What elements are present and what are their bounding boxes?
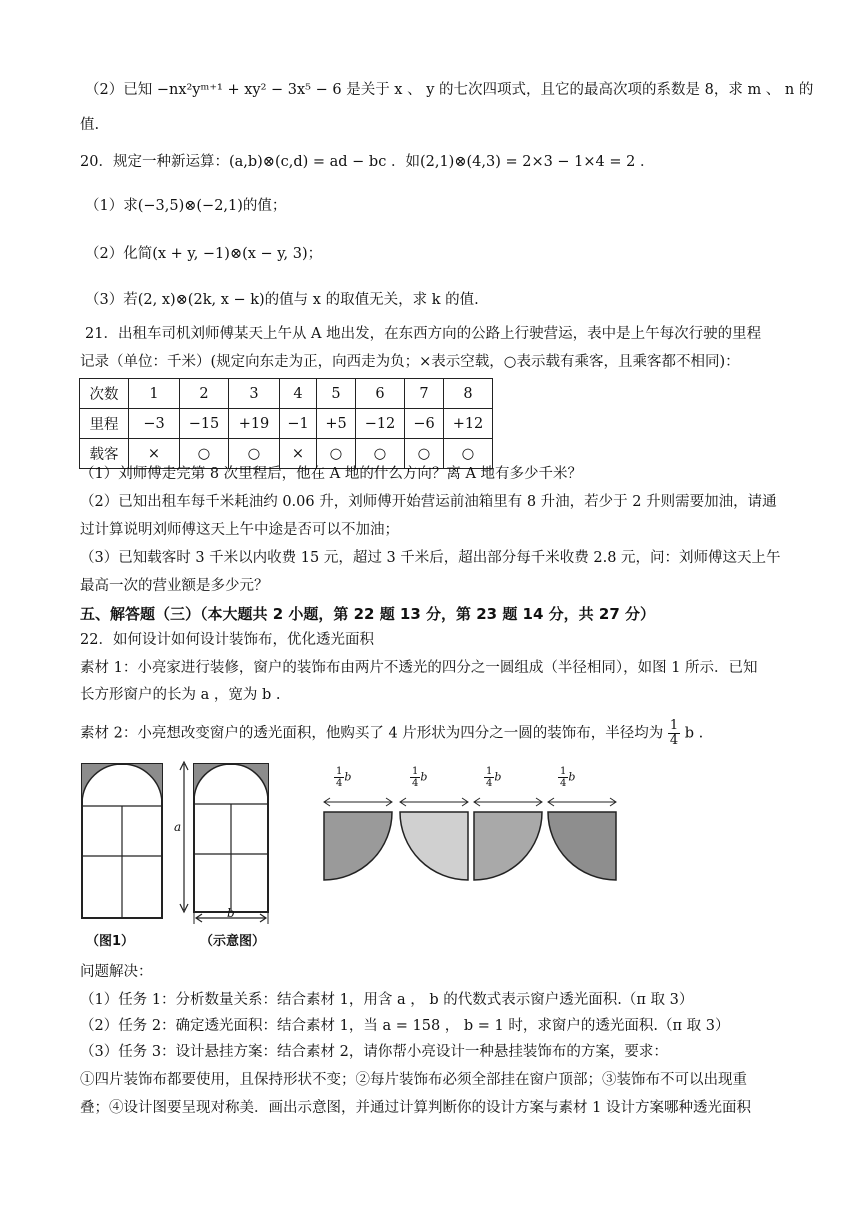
table-cell: ○ [405, 439, 444, 469]
fraction-denominator: 4 [560, 778, 567, 789]
figure1-window [80, 762, 164, 922]
fraction-numerator: 1 [669, 718, 679, 733]
mileage-table [79, 378, 493, 469]
table-cell: 次数 [80, 379, 129, 409]
q21-part2-line2: 过计算说明刘师傅这天上午中途是否可以不加油； [80, 522, 399, 538]
task3-line2: ①四片装饰布都要使用，且保持形状不变；②每片装饰布必须全部挂在窗户顶部；③装饰布不可以出现重 [80, 1072, 747, 1088]
task3-line1: （3）任务 3：设计悬挂方案：结合素材 2，请你帮小亮设计一种悬挂装饰布的方案，要求： [80, 1044, 668, 1060]
quarter-circle-fill [324, 812, 392, 880]
fraction-numerator: 1 [412, 766, 419, 777]
quarter-circle-piece [320, 766, 400, 886]
q21-stem-line1: 21．出租车司机刘师傅某天上午从 A 地出发，在东西方向的公路上行驶营运，表中是上午每次行驶的里程 [85, 326, 762, 342]
radius-arrow [400, 798, 468, 806]
table-cell: +19 [229, 409, 280, 439]
section-5-heading: 五、解答题（三）（本大题共 2 小题，第 22 题 13 分，第 23 题 14 分，共 27 分） [80, 605, 655, 623]
fraction-denominator: 4 [412, 778, 419, 789]
material2-tail: b . [684, 725, 704, 742]
table-row-header [80, 379, 493, 409]
fraction-denominator: 4 [336, 778, 343, 789]
q20-part1: （1）求(−3,5)⊗(−2,1)的值； [85, 198, 287, 214]
q20-part3: （3）若(2, x)⊗(2k, x − k)的值与 x 的取值无关，求 k 的值. [85, 292, 479, 308]
table-cell: × [280, 439, 317, 469]
quarter-circle-fill [474, 812, 542, 880]
table-cell: −1 [280, 409, 317, 439]
length-label-a: a [174, 820, 182, 834]
schematic-caption: （示意图） [200, 934, 266, 949]
radius-arrow [324, 798, 392, 806]
radius-arrow [548, 798, 616, 806]
table-cell: 6 [356, 379, 405, 409]
fraction-numerator: 1 [486, 766, 493, 777]
fraction-numerator: 1 [336, 766, 343, 777]
solve-heading: 问题解决： [80, 964, 153, 980]
quarter-radius-label [484, 766, 501, 789]
table-cell: ○ [229, 439, 280, 469]
radius-b-label: b [568, 770, 576, 784]
material2-text: 素材 2：小亮想改变窗户的透光面积，他购买了 4 片形状为四分之一圆的装饰布，半径均为 [80, 725, 664, 742]
quarter-radius-label [334, 766, 351, 789]
quarter-circle-shape [320, 790, 400, 890]
table-cell: −12 [356, 409, 405, 439]
table-cell: +12 [444, 409, 493, 439]
q22-title: 22．如何设计如何设计装饰布，优化透光面积 [80, 632, 374, 648]
table-cell: 载客 [80, 439, 129, 469]
material1-line2: 长方形窗户的长为 a ，宽为 b . [80, 687, 281, 703]
table-cell: −3 [129, 409, 180, 439]
task2: （2）任务 2：确定透光面积：结合素材 1，当 a = 158 ， b = 1 时，求窗户的透光面积.（π 取 3） [80, 1018, 730, 1034]
table-cell: 7 [405, 379, 444, 409]
fraction-denominator: 4 [669, 733, 679, 748]
table-cell: −15 [180, 409, 229, 439]
table-cell: 8 [444, 379, 493, 409]
q21-stem-line2: 记录（单位：千米）(规定向东走为正，向西走为负；×表示空载，○表示载有乘客，且乘客都不相同)： [80, 354, 740, 370]
quarter-circle-shape [470, 790, 550, 890]
table-row-mileage [80, 409, 493, 439]
table-cell: ○ [180, 439, 229, 469]
figure1-caption: （图1） [86, 934, 135, 949]
fraction-one-quarter [484, 766, 494, 789]
table-cell: × [129, 439, 180, 469]
fraction-one-quarter [334, 766, 344, 789]
quarter-circle-fill [400, 812, 468, 880]
table-cell: ○ [317, 439, 356, 469]
q21-part3-line2: 最高一次的营业额是多少元？ [80, 578, 269, 594]
fraction-one-quarter [668, 719, 680, 748]
q20-part2: （2）化简(x + y, −1)⊗(x − y, 3)； [85, 246, 323, 262]
table-cell: 4 [280, 379, 317, 409]
quarter-circle-shape [544, 790, 624, 890]
table-cell: 里程 [80, 409, 129, 439]
fraction-one-quarter [558, 766, 568, 789]
radius-b-label: b [344, 770, 352, 784]
table-cell: 5 [317, 379, 356, 409]
radius-arrow [474, 798, 542, 806]
material2-line [80, 719, 703, 748]
table-cell: +5 [317, 409, 356, 439]
task1: （1）任务 1：分析数量关系：结合素材 1，用含 a ， b 的代数式表示窗户透光面积.（π 取 3） [80, 992, 694, 1008]
schematic-diagram [170, 760, 282, 928]
quarter-radius-label [558, 766, 575, 789]
quarter-circle-shape [396, 790, 476, 890]
quarter-circle-fill [548, 812, 616, 880]
table-cell: 1 [129, 379, 180, 409]
table-cell: −6 [405, 409, 444, 439]
quarter-radius-label [410, 766, 427, 789]
q20-stem: 20．规定一种新运算：(a,b)⊗(c,d) = ad − bc ．如(2,1)⊗(4,3) = 2×3 − 1×4 = 2 ． [80, 154, 655, 170]
width-label-b: b [227, 906, 235, 920]
radius-b-label: b [494, 770, 502, 784]
fraction-one-quarter [410, 766, 420, 789]
table-cell: 2 [180, 379, 229, 409]
q21-part2-line1: （2）已知出租车每千米耗油约 0.06 升，刘师傅开始营运前油箱里有 8 升油，若少于 2 升则需要加油，请通 [80, 494, 777, 510]
table-cell: ○ [444, 439, 493, 469]
table-cell: ○ [356, 439, 405, 469]
q21-part3-line1: （3）已知载客时 3 千米以内收费 15 元，超过 3 千米后，超出部分每千米收费 2.8 元，问：刘师傅这天上午 [80, 550, 781, 566]
material1-line1: 素材 1：小亮家进行装修，窗户的装饰布由两片不透光的四分之一圆组成（半径相同），如图 1 所示．已知 [80, 660, 758, 676]
fraction-numerator: 1 [560, 766, 567, 777]
quarter-circle-piece [470, 766, 550, 886]
q19-part2-line1: （2）已知 −nx²yᵐ⁺¹ + xy² − 3x⁵ − 6 是关于 x 、 y 的七次四项式，且它的最高次项的系数是 8，求 m 、 n 的 [85, 82, 814, 98]
q19-part2-line2: 值. [80, 117, 100, 133]
quarter-circle-piece [396, 766, 476, 886]
fraction-denominator: 4 [486, 778, 493, 789]
quarter-circle-piece [544, 766, 624, 886]
radius-b-label: b [420, 770, 428, 784]
task3-line3: 叠；④设计图要呈现对称美．画出示意图，并通过计算判断你的设计方案与素材 1 设计方案哪种透光面积 [80, 1100, 751, 1116]
table-cell: 3 [229, 379, 280, 409]
q21-part1: （1）刘师傅走完第 8 次里程后，他在 A 地的什么方向？离 A 地有多少千米？ [80, 466, 583, 482]
